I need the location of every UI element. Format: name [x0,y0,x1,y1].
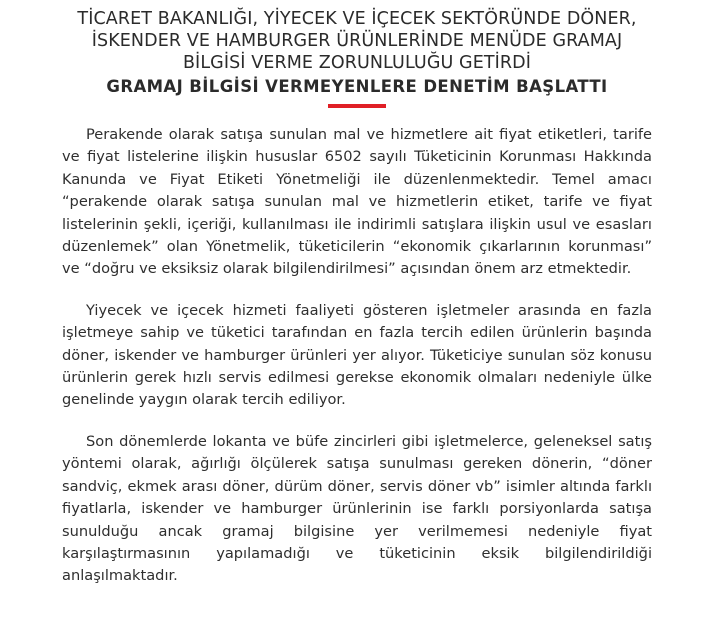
header [40,8,674,98]
paragraph-1: Perakende olarak satışa sunulan mal ve hizmetlere ait fiyat etiketleri, tarife ve fiyat listelerine ilişkin hususlar 6502 sayılı Tüketicinin Korunması Hakkında Kanunda ve Fiyat Etiketi Yönetmeliği ile düzenlenmektedir. Temel amacı “perakende olarak satışa sunulan mal ve hizmetlerin etiket, tarife ve fiyat listelerinin şekli, içeriği, kullanılması ile indirimli satışlara ilişkin usul ve esasları düzenlemek” olan Yönetmelik, tüketicilerin “ekonomik çıkarlarının korunması” ve “doğru ve eksiksiz olarak bilgilendirilmesi” açısından önem arz etmektedir. [62,126,652,278]
article-body [62,124,652,607]
title-line-3: BİLGİSİ VERME ZORUNLULUĞU GETİRDİ [182,53,532,73]
title-line-1: TİCARET BAKANLIĞI, YİYECEK VE İÇECEK SEKTÖRÜNDE DÖNER, [77,9,637,29]
title-line-2: İSKENDER VE HAMBURGER ÜRÜNLERİNDE MENÜDE GRAMAJ [91,31,623,51]
accent-divider [328,104,386,108]
headline: GRAMAJ BİLGİSİ VERMEYENLERE DENETİM BAŞLATTI [106,77,608,96]
paragraph-2: Yiyecek ve içecek hizmeti faaliyeti gösteren işletmeler arasında en fazla işletmeye sahip ve tüketici tarafından en fazla tercih edilen ürünlerin başında döner, iskender ve hamburger ürünleri yer alıyor. Tüketiciye sunulan söz konusu ürünlerin gerek hızlı servis edilmesi gerekse ekonomik olmaları nedeniyle ülke genelinde yaygın olarak tercih ediliyor. [62,301,652,409]
paragraph-3: Son dönemlerde lokanta ve büfe zincirleri gibi işletmelerce, geleneksel satış yöntemi olarak, ağırlığı ölçülerek satışa sunulması gereken dönerin, “döner sandviç, ekmek arası döner, dürüm döner, servis döner vb” isimler altında farklı fiyatlarla, iskender ve hamburger ürünlerinin ise farklı porsiyonlarda satışa sunulduğu ancak gramaj bilgisine yer verilmemesi nedeniyle fiyat karşılaştırmasının yapılamadığı ve tüketicinin eksik bilgilendirildiği anlaşılmaktadır. [62,432,652,585]
